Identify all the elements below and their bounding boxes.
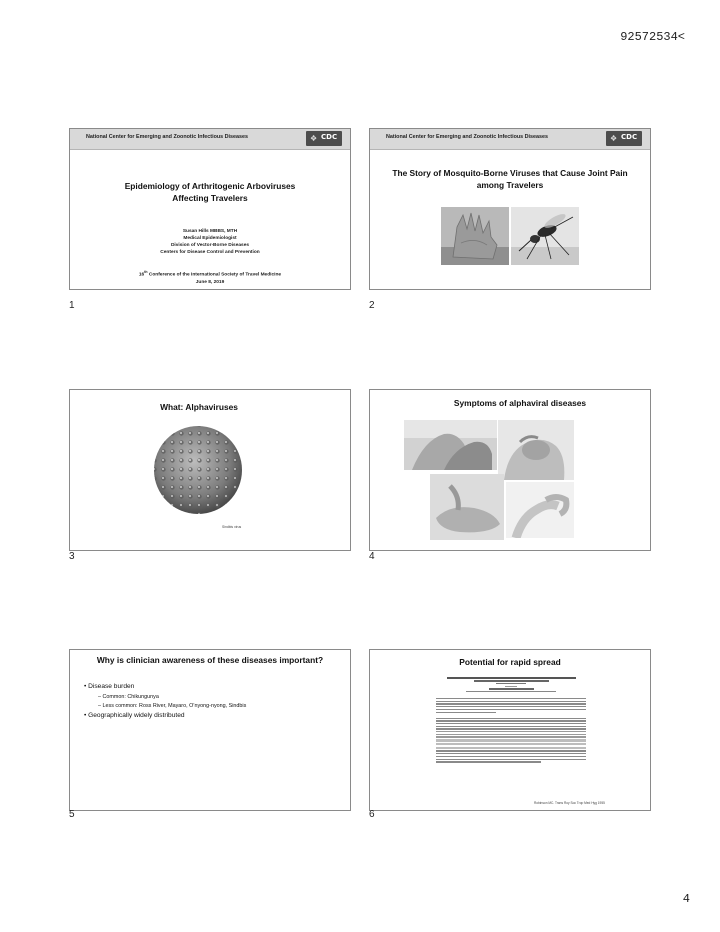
knee-pain-photo: [498, 420, 574, 480]
slide-5: [69, 649, 351, 811]
paper-excerpt: [436, 676, 586, 764]
author-division: Division of Vector-Borne Diseases: [170, 243, 250, 248]
citation: Robinson MC. Trans Roy Soc Trop Med Hyg 1955: [534, 801, 605, 805]
cdc-eagle-icon: ❖: [610, 134, 618, 143]
wrist-pain-photo: [506, 482, 574, 538]
conference-date: June 8, 2019: [195, 279, 225, 285]
slide-title: Epidemiology of Arthritogenic Arboviruses Affecting Travelers: [124, 181, 296, 203]
slide-number: 6: [369, 809, 375, 820]
slide-number: 3: [69, 551, 75, 562]
author-role: Medical Epidemiologist: [183, 236, 237, 241]
slide-header-bar: [370, 129, 650, 150]
slide-title: The Story of Mosquito-Borne Viruses that Cause Joint Pain among Travelers: [392, 168, 628, 190]
slide-number: 4: [369, 551, 375, 562]
slide-title: Symptoms of alphaviral diseases: [453, 398, 587, 408]
slide-4: [369, 389, 651, 551]
slide-1: [69, 128, 351, 290]
slide-header-bar: [70, 129, 350, 150]
doc-id: 92572534<: [620, 30, 685, 44]
alphavirus-image: [150, 420, 246, 522]
slide-title: Potential for rapid spread: [459, 657, 561, 667]
list-item: – Less common: Ross River, Mayaro, O’nyong-nyong, Sindbis: [98, 703, 246, 709]
list-item: • Geographically widely distributed: [84, 712, 246, 719]
mosquito-photo: [511, 207, 579, 265]
slide-number: 1: [69, 300, 75, 311]
slide-title: Why is clinician awareness of these diseases important?: [96, 655, 324, 665]
list-item: • Disease burden: [84, 683, 246, 690]
slide-number: 5: [69, 809, 75, 820]
slide-6: [369, 649, 651, 811]
cdc-logo: ❖ CDC: [306, 131, 342, 146]
page-number: 4: [682, 892, 690, 906]
cdc-eagle-icon: ❖: [310, 134, 318, 143]
cdc-logo: ❖ CDC: [606, 131, 642, 146]
author-name: Susan Hills MBBS, MTH: [182, 229, 238, 234]
image-credit: Sindbis virus: [222, 525, 242, 529]
slide-title: What: Alphaviruses: [160, 402, 238, 412]
conference-block: [70, 269, 350, 286]
list-item: – Common: Chikungunya: [98, 694, 246, 700]
bullet-list: [84, 683, 246, 723]
slide-2: [369, 128, 651, 290]
slide-3: [69, 389, 351, 551]
author-agency: Centers for Disease Control and Prevention: [160, 250, 260, 255]
header-text: National Center for Emerging and Zoonotic Infectious Diseases: [86, 134, 249, 140]
foot-pain-photo: [430, 474, 504, 540]
swollen-legs-photo: [404, 420, 497, 470]
author-block: [70, 228, 350, 256]
slide-number: 2: [369, 300, 375, 311]
conference-name: 16th Conference of the International Society of Travel Medicine: [138, 270, 282, 278]
swollen-hand-photo: [441, 207, 509, 265]
header-text: National Center for Emerging and Zoonotic Infectious Diseases: [386, 134, 549, 140]
